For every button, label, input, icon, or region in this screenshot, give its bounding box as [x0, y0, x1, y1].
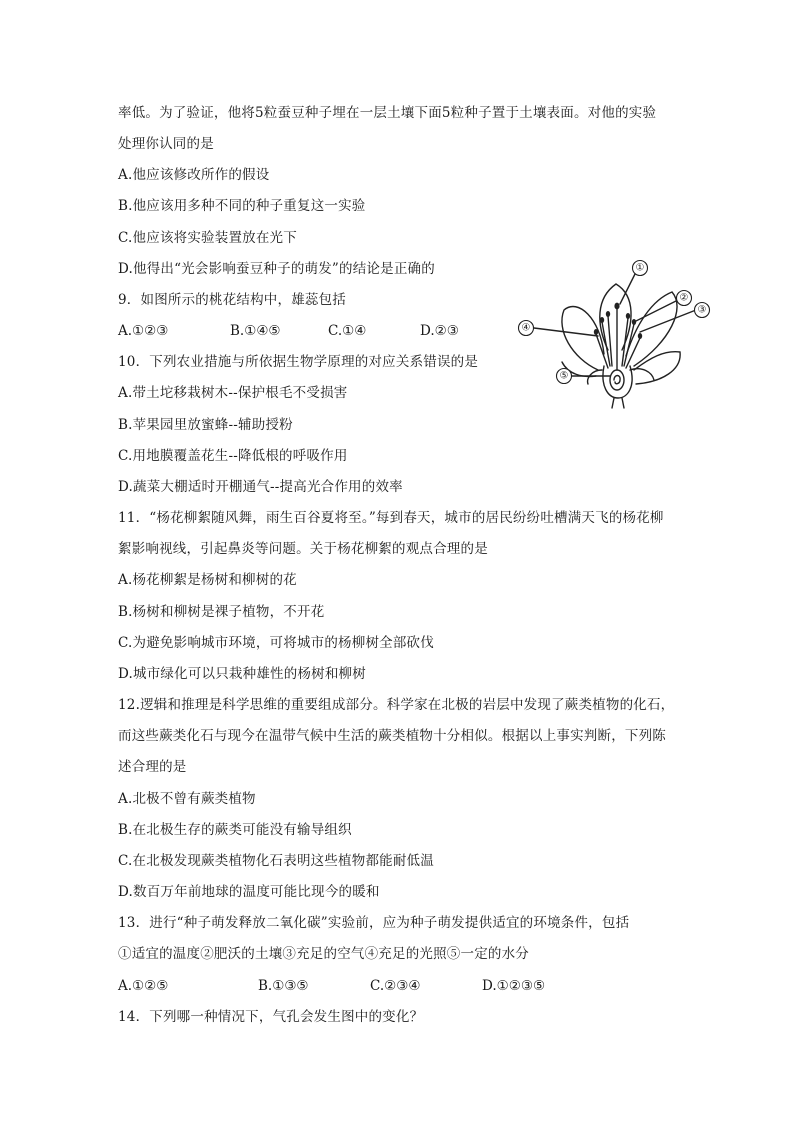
q8-option-c: C.他应该将实验装置放在光下 [118, 230, 297, 246]
q8-option-b: B.他应该用多种不同的种子重复这一实验 [118, 198, 366, 214]
peach-flower-figure [512, 258, 712, 410]
q12-option-c: C.在北极发现蕨类植物化石表明这些植物都能耐低温 [118, 853, 434, 869]
q11-option-d: D.城市绿化可以只栽种雄性的杨树和柳树 [118, 666, 366, 682]
q8-stem-line-2: 处理你认同的是 [118, 136, 214, 152]
q13-stem-line-2: ①适宜的温度②肥沃的土壤③充足的空气④充足的光照⑤一定的水分 [118, 946, 529, 962]
q9-option-b: B.①④⑤ [230, 323, 281, 339]
q10-option-b: B.苹果园里放蜜蜂--辅助授粉 [118, 417, 293, 433]
q12-option-b: B.在北极生存的蕨类可能没有输导组织 [118, 822, 352, 838]
q13-option-a: A.①②⑤ [118, 978, 169, 994]
q10-stem: 10．下列农业措施与所依据生物学原理的对应关系错误的是 [118, 354, 479, 370]
q12-option-a: A.北极不曾有蕨类植物 [118, 791, 256, 807]
q11-option-a: A.杨花柳絮是杨树和柳树的花 [118, 572, 297, 588]
q8-option-a: A.他应该修改所作的假设 [118, 167, 270, 183]
q13-option-c: C.②③④ [370, 978, 421, 994]
q12-stem-line-1: 12.逻辑和推理是科学思维的重要组成部分。科学家在北极的岩层中发现了蕨类植物的化石， [118, 697, 675, 713]
q11-option-c: C.为避免影响城市环境，可将城市的杨柳树全部砍伐 [118, 635, 434, 651]
q9-option-d: D.②③ [420, 323, 459, 339]
q13-option-d: D.①②③⑤ [482, 978, 546, 994]
figure-label-1: ① [635, 262, 645, 274]
q9-option-c: C.①④ [328, 323, 367, 339]
q11-option-b: B.杨树和柳树是裸子植物，不开花 [118, 604, 325, 620]
q10-option-d: D.蔬菜大棚适时开棚通气--提高光合作用的效率 [118, 479, 403, 495]
q10-option-c: C.用地膜覆盖花生--降低根的呼吸作用 [118, 448, 348, 464]
q10-option-a: A.带土坨移栽树木--保护根毛不受损害 [118, 385, 348, 401]
q11-stem-line-1: 11．“杨花柳絮随风舞，雨生百谷夏将至。”每到春天，城市的居民纷纷吐槽满天飞的杨花柳 [118, 510, 664, 526]
q13-stem-line-1: 13．进行“种子萌发释放二氧化碳”实验前，应为种子萌发提供适宜的环境条件，包括 [118, 915, 630, 931]
peach-flower-diagram [512, 258, 712, 410]
q14-stem: 14．下列哪一种情况下，气孔会发生图中的变化？ [118, 1009, 424, 1025]
figure-label-3: ③ [697, 304, 707, 316]
figure-label-2: ② [679, 292, 689, 304]
q12-stem-line-2: 而这些蕨类化石与现今在温带气候中生活的蕨类植物十分相似。根据以上事实判断，下列陈 [118, 728, 666, 744]
q8-stem-line-1: 率低。为了验证，他将5粒蚕豆种子埋在一层土壤下面5粒种子置于土壤表面。对他的实验 [118, 105, 657, 121]
q8-option-d: D.他得出“光会影响蚕豆种子的萌发”的结论是正确的 [118, 261, 435, 277]
q9-option-a: A.①②③ [118, 323, 169, 339]
q12-option-d: D.数百万年前地球的温度可能比现今的暖和 [118, 884, 380, 900]
q13-option-b: B.①③⑤ [258, 978, 309, 994]
q11-stem-line-2: 絮影响视线，引起鼻炎等问题。关于杨花柳絮的观点合理的是 [118, 541, 488, 557]
q9-stem: 9．如图所示的桃花结构中，雄蕊包括 [118, 292, 346, 308]
q12-stem-line-3: 述合理的是 [118, 759, 187, 775]
figure-label-5: ⑤ [559, 370, 569, 382]
figure-label-4: ④ [521, 322, 531, 334]
